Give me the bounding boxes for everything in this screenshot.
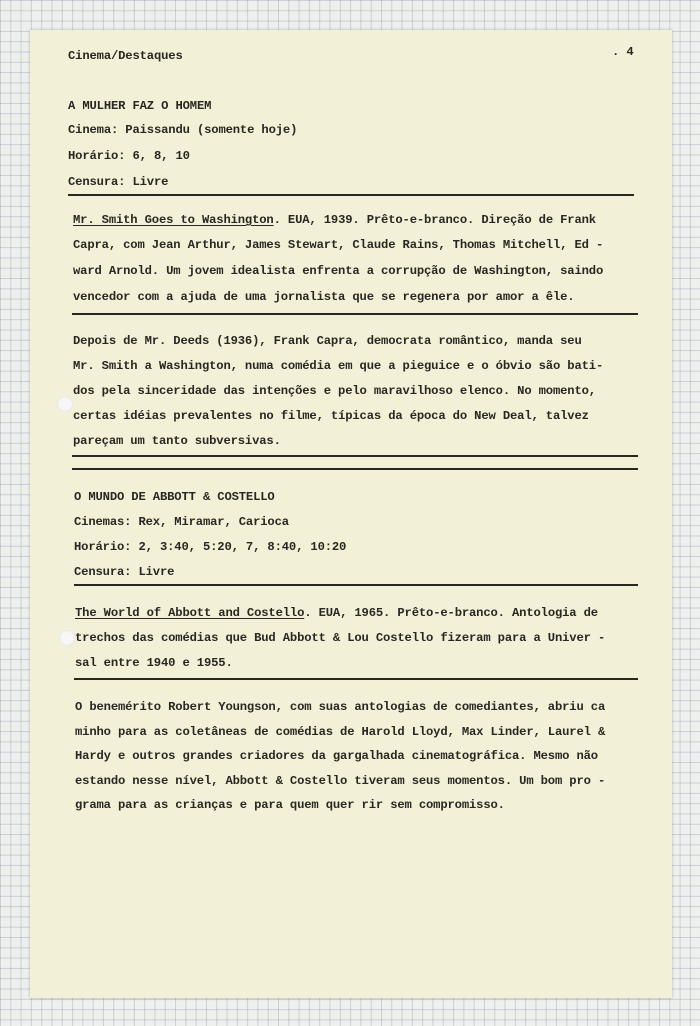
divider [74, 678, 638, 680]
rating-line: Censura: Livre [68, 175, 169, 189]
original-title: The World of Abbott and Costello [75, 606, 305, 620]
cinema-line: Cinemas: Rex, Miramar, Carioca [74, 515, 289, 529]
review-line: estando nesse nível, Abbott & Costello tiveram seus momentos. Um bom pro - [75, 774, 606, 788]
review-line: O benemérito Robert Youngson, com suas antologias de comediantes, abriu ca [75, 700, 606, 714]
original-title: Mr. Smith Goes to Washington [73, 213, 274, 227]
divider [74, 584, 638, 586]
punch-hole [59, 630, 75, 646]
divider [72, 455, 638, 457]
schedule-line: Horário: 6, 8, 10 [68, 149, 190, 163]
review-line: grama para as crianças e para quem quer rir sem compromisso. [75, 798, 505, 812]
synopsis-line: ward Arnold. Um jovem idealista enfrenta a corrupção de Washington, saindo [73, 264, 604, 278]
cinema-line: Cinema: Paissandu (somente hoje) [68, 123, 298, 137]
review-line: Hardy e outros grandes criadores da gargalhada cinematográfica. Mesmo não [75, 749, 598, 763]
divider [68, 194, 634, 196]
synopsis-line: trechos das comédias que Bud Abbott & Lou Costello fizeram para a Univer - [75, 631, 606, 645]
divider [72, 313, 638, 315]
review-line: minho para as coletâneas de comédias de Harold Lloyd, Max Linder, Laurel & [75, 725, 606, 739]
rating-line: Censura: Livre [74, 565, 175, 579]
film-title: O MUNDO DE ABBOTT & COSTELLO [74, 490, 275, 504]
synopsis-line: Mr. Smith Goes to Washington. EUA, 1939. Prêto-e-branco. Direção de Frank [73, 213, 596, 227]
punch-hole [57, 396, 73, 412]
divider [72, 468, 638, 470]
synopsis-line: The World of Abbott and Costello. EUA, 1965. Prêto-e-branco. Antologia de [75, 606, 598, 620]
film-title: A MULHER FAZ O HOMEM [68, 99, 212, 113]
review-line: Depois de Mr. Deeds (1936), Frank Capra, democrata romântico, manda seu [73, 334, 582, 348]
synopsis-line: Capra, com Jean Arthur, James Stewart, Claude Rains, Thomas Mitchell, Ed - [73, 238, 604, 252]
schedule-line: Horário: 2, 3:40, 5:20, 7, 8:40, 10:20 [74, 540, 347, 554]
review-line: Mr. Smith a Washington, numa comédia em que a pieguice e o óbvio são bati- [73, 359, 604, 373]
synopsis-line: sal entre 1940 e 1955. [75, 656, 233, 670]
review-line: dos pela sinceridade das intenções e pelo maravilhoso elenco. No momento, [73, 384, 596, 398]
page-number: . 4 [612, 45, 634, 59]
section-header: Cinema/Destaques [68, 49, 183, 63]
review-line: certas idéias prevalentes no filme, típicas da época do New Deal, talvez [73, 409, 589, 423]
synopsis-line: vencedor com a ajuda de uma jornalista que se regenera por amor a êle. [73, 290, 575, 304]
review-line: pareçam um tanto subversivas. [73, 434, 281, 448]
